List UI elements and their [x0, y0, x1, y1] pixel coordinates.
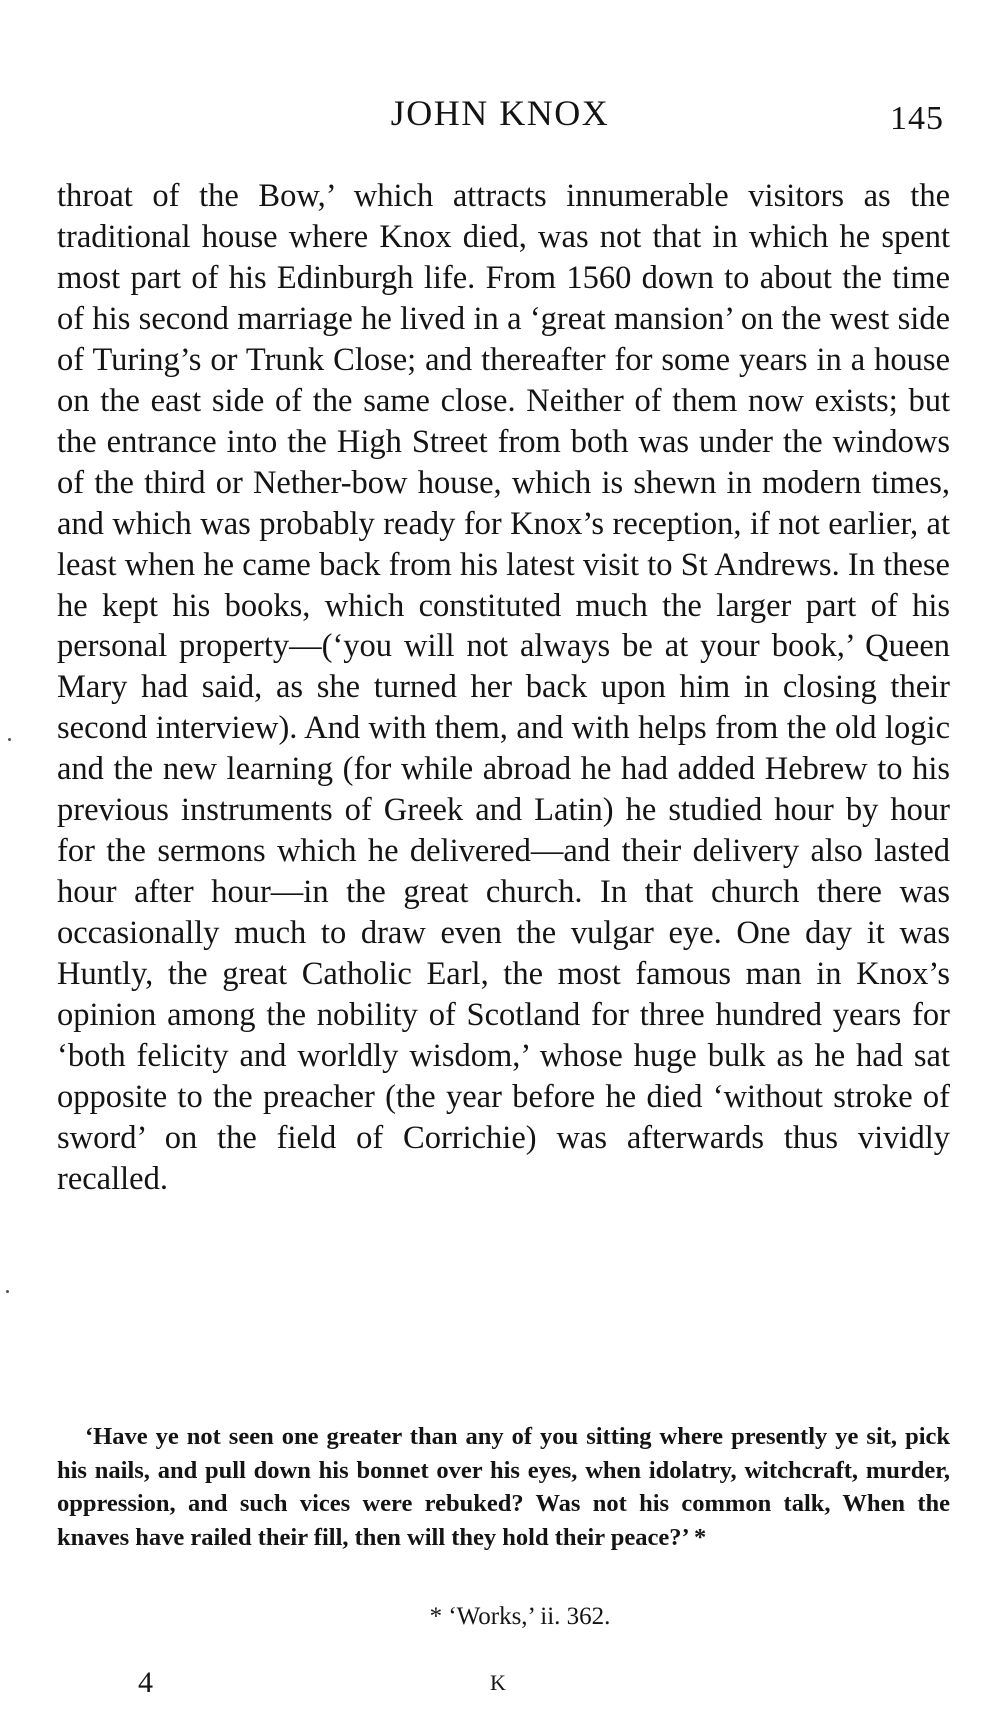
page-number: 145 [890, 100, 944, 137]
body-paragraph: throat of the Bow,’ which attracts innumerable visitors as the traditional house where Knox died, was not that in which he spent most part of his Edinburgh life. From 1560 down to about the time of his second marriage he lived in a ‘great mansion’ on the west side of Turing’s or Trunk Close; and thereafter for some years in a house on the east side of the same close. Neither of them now exists; but the entrance into the High Street from both was under the windows of the third or Nether-bow house, which is shewn in modern times, and which was probably ready for Knox’s reception, if not earlier, at least when he came back from his latest visit to St Andrews. In these he kept his books, which constituted much the larger part of his personal property—(‘you will not always be at your book,’ Queen Mary had said, as she turned her back upon him in closing their second interview). And with them, and with helps from the old logic and the new learning (for while abroad he had added Hebrew to his previous instruments of Greek and Latin) he studied hour by hour for the sermons which he delivered—and their delivery also lasted hour after hour—in the great church. In that church there was occasionally much to draw even the vulgar eye. One day it was Huntly, the great Catholic Earl, the most famous man in Knox’s opinion among the nobility of Scotland for three hundred years for ‘both felicity and worldly wisdom,’ whose huge bulk as he had sat opposite to the preacher (the year before he died ‘without stroke of sword’ on the field of Corrichie) was afterwards thus vividly recalled. [57, 178, 950, 1197]
running-title: JOHN KNOX [390, 93, 610, 133]
margin-speck [6, 1290, 9, 1293]
margin-speck [8, 738, 11, 741]
block-quote: ‘Have ye not seen one greater than any of you sitting where presently ye sit, pick his nails, and pull down his bonnet over his eyes, when idolatry, witchcraft, murder, oppression, and such vices were rebuked? Was not his common talk, When the knaves have railed their fill, then will they hold their peace?’ * [57, 1423, 950, 1551]
signature-letter: K [490, 1670, 506, 1695]
signature-number: 4 [138, 1666, 153, 1699]
footnote: * ‘Works,’ ii. 362. [429, 1603, 611, 1630]
running-head [0, 88, 1000, 138]
